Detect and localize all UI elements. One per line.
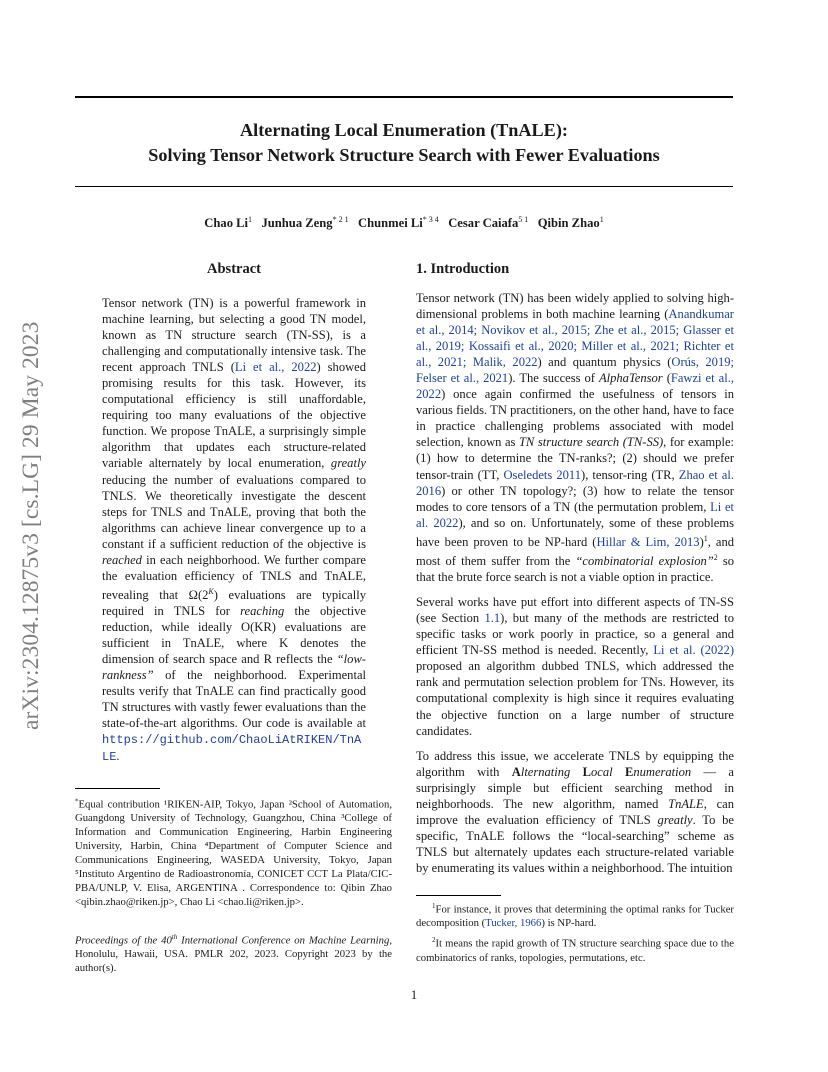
abstract-text: . (116, 749, 120, 764)
introduction-heading: 1. Introduction (416, 261, 510, 277)
abstract-text: ) evaluations are typically required in TNLS for (102, 588, 366, 619)
abstract-emphasis: “low-rankness” (102, 652, 366, 683)
introduction-body (416, 290, 734, 885)
citation-link[interactable]: Orús, 2019; Felser et al., 2021 (416, 355, 734, 386)
abstract-heading: Abstract (207, 261, 261, 277)
arxiv-identifier: arXiv:2304.12875v3 [cs.LG] 29 May 2023 (18, 321, 44, 730)
title-bottom-rule (75, 186, 733, 187)
author-name: Chunmei Li (358, 216, 423, 231)
author-affiliation: * 3 4 (422, 215, 439, 224)
citation-link[interactable]: Zhao et al. 2016 (416, 467, 735, 498)
title-line-2: Solving Tensor Network Structure Search with Fewer Evaluations (148, 145, 660, 165)
code-url-link[interactable]: https://github.com/ChaoLiAtRIKEN/TnALE (102, 733, 362, 765)
author-affiliation: 1 (248, 215, 253, 224)
proceedings-text: International Conference on Machine Learning (177, 934, 390, 947)
intro-paragraph-3: To address this issue, we accelerate TNLS by equipping the algorithm with Alternating Local Enumeration — a surprisingly simple but efficient searching method in neighborhoods. The new algorithm, named TnALE, can improve the evaluation efficiency of TNLS greatly. To be specific, TnALE follows the “local-searching” scheme as TNLS but alternately updates each structure-related variable by enumerating its values within a neighborhood. The intuition (416, 748, 735, 875)
section-link[interactable]: 1.1 (484, 611, 501, 626)
citation-link[interactable]: Li et al. 2022 (416, 499, 734, 530)
author-name: Junhua Zeng (261, 216, 333, 231)
abstract-emphasis: greatly (330, 456, 366, 471)
abstract-text: the objective reduction, while ideally O(KR) evaluations are sufficient in TnALE, where K denotes the dimension of search space and R reflects the (102, 604, 366, 667)
math-superscript: K (208, 586, 214, 596)
author-name: Qibin Zhao (537, 216, 600, 231)
proceedings-superscript: th (171, 933, 178, 941)
right-footnotes (416, 900, 734, 966)
footnote-2: $^2$It means the rapid growth of TN structure searching space due to the combinatorics of ranks, topologies, permutations, etc. (416, 936, 734, 964)
right-footnote-rule (416, 895, 501, 896)
citation-link[interactable]: Li et al., 2022 (234, 360, 317, 375)
left-footnote-rule (75, 788, 160, 789)
footnote-star: * (75, 797, 79, 805)
top-rule (75, 96, 733, 98)
title-line-1: Alternating Local Enumeration (TnALE): (240, 120, 568, 140)
author-affiliation: * 2 1 (332, 215, 349, 224)
abstract-text: ) showed promising results for this task. However, its computational efficiency is still unaffordable, requiring too many evaluations of the objective function. We propose TnALE, a surprisingly simple algorithm that updates each structure-related variable alternately by local enumeration, (102, 360, 366, 471)
author-name: Chao Li (204, 216, 249, 231)
affiliations-text: Equal contribution ¹RIKEN-AIP, Tokyo, Japan ²School of Automation, Guangdong University of Technology, Guangzhou, China ³College of Information and Communication Engineering, Harbin Engineering University, Harbin, China ⁴Department of Computer Science and Communications Engineering, WASEDA University, Tokyo, Japan ⁵Instituto Argentino de Radioastronomía, CONICET CCT La Plata/CIC-PBA/UNLP, V. Elisa, ARGENTINA . Correspondence to: Qibin Zhao <qibin.zhao@riken.jp>, Chao Li <chao.li@riken.jp>. (75, 798, 392, 908)
footnote-marker[interactable]: 1 (703, 533, 708, 543)
citation-link[interactable]: Li et al. (2022) (653, 643, 734, 658)
author-affiliation: 5 1 (518, 215, 529, 224)
citation-link[interactable]: Hillar & Lim, 2013 (596, 534, 700, 549)
footnote-1: $^1$For instance, it proves that determining the optimal ranks for Tucker decomposition (Tucker, 1966) is NP-hard. (416, 902, 734, 930)
page-number: 1 (410, 988, 418, 1002)
abstract-emphasis: reached (102, 552, 142, 567)
author-list (75, 215, 733, 231)
abstract-text: in each neighborhood. We further compare the evaluation efficiency of TNLS and TnALE, revealing that Ω(2 (102, 552, 366, 603)
abstract-text: Tensor network (TN) is a powerful framework in machine learning, but selecting a good TN model, known as TN structure search (TN-SS), is a challenging and computationally intensive task. The recent approach TNLS ( (102, 296, 366, 375)
intro-paragraph-1: Tensor network (TN) has been widely applied to solving high-dimensional problems in both machine learning (Anandkumar et al., 2014; Novikov et al., 2015; Zhe et al., 2015; Glasser et al., 2019; Kossaifi et al., 2020; Miller et al., 2021; Richter et al., 2021; Malik, 2022) and quantum physics (Orús, 2019; Felser et al., 2021). The success of AlphaTensor (Fawzi et al., 2022) once again confirmed the usefulness of tensors in various fields. TN practitioners, on the other hand, have to face in practice challenging problems associated with model selection, known as TN structure search (TN-SS), for example: (1) how to determine the TN-ranks?; (2) should we prefer tensor-train (TT, Oseledets 2011), tensor-ring (TR, Zhao et al. 2016) or other TN topology?; (3) how to relate the tensor modes to core tensors of a TN (the permutation problem, Li et al. 2022), and so on. Unfortunately, some of these problems have been proven to be NP-hard (Hillar & Lim, 2013)$^1$, and most of them suffer from the “combinatorial explosion”$^2$ so that the brute force search is not a viable option in practice. (416, 291, 735, 585)
footnote-marker[interactable]: 2 (713, 552, 718, 562)
abstract-emphasis: reaching (240, 604, 285, 619)
paper-title (75, 118, 733, 168)
proceedings-text: Proceedings of the 40 (75, 934, 172, 947)
author-name: Cesar Caiafa (448, 216, 519, 231)
abstract-body (102, 295, 366, 766)
proceedings-note (75, 931, 392, 976)
abstract-text: of the neighborhood. Experimental results verify that TnALE can find practically good TN structures with vastly fewer evaluations than the state-of-the-art algorithms. Our code is available at (102, 668, 366, 731)
citation-link[interactable]: Tucker, 1966 (485, 917, 542, 930)
abstract-text: reducing the number of evaluations compared to TNLS. We theoretically investigate the descent steps for TNLS and TnALE, proving that both the algorithms can achieve linear convergence up to a constant if a sufficient reduction of the objective is (102, 472, 366, 551)
intro-paragraph-2: Several works have put effort into different aspects of TN-SS (see Section 1.1), but many of the methods are restricted to specific tasks or work poorly in practice, so a general and efficient TN-SS method is needed. Recently, Li et al. (2022) proposed an algorithm dubbed TNLS, which addressed the rank and permutation selection problem for TNs. However, its computational complexity is high since it requires evaluating the objective function on a large number of structure candidates. (416, 595, 735, 738)
proceedings-text: , Honolulu, Hawaii, USA. PMLR 202, 2023. Copyright 2023 by the author(s). (75, 934, 392, 975)
affiliations-footnote (75, 795, 392, 910)
citation-link[interactable]: Oseledets 2011 (503, 467, 582, 482)
citation-link[interactable]: Anandkumar et al., 2014; Novikov et al., 2015; Zhe et al., 2015; Glasser et al., 2019; Kossaifi et al., 2020; Miller et al., 2021; Richter et al., 2021; Malik, 2022 (416, 307, 734, 370)
citation-link[interactable]: Fawzi et al., 2022 (416, 371, 734, 402)
author-affiliation: 1 (599, 215, 604, 224)
